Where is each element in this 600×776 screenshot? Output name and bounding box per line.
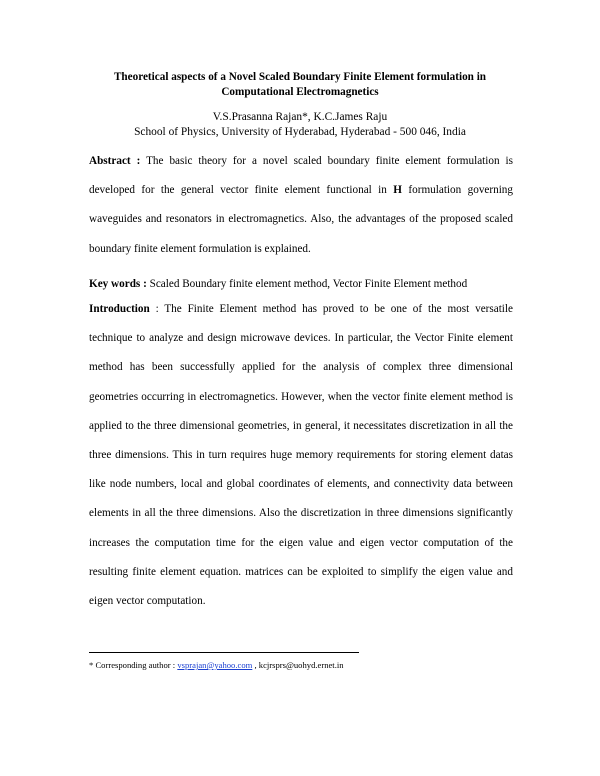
title-line-2: Computational Electromagnetics <box>221 86 379 98</box>
abstract-text-before: The basic theory for a novel scaled boundary finite element formulation is developed for the general vector finite element functional in <box>89 155 513 197</box>
paper-title <box>70 70 530 100</box>
introduction-paragraph <box>89 295 513 616</box>
author-block <box>70 110 530 140</box>
title-line-1: Theoretical aspects of a Novel Scaled Boundary Finite Element formulation in <box>113 71 487 83</box>
author-names: V.S.Prasanna Rajan*, K.C.James Raju <box>212 111 388 123</box>
abstract-paragraph <box>89 147 513 264</box>
author-affiliation: School of Physics, University of Hyderabad, Hyderabad - 500 046, India <box>134 126 466 138</box>
introduction-text: : The Finite Element method has proved to be one of the most versatile technique to analyze and design microwave devices. In particular, the Vector Finite element method has been successfully applied for the analysis of complex three dimensional geometries occurring in electromagnetics. However, when the vector finite element method is applied to the three dimensional geometries, in general, it necessitates discretization in all the three dimensions. This in turn requires huge memory requirements for storing element datas like node numbers, local and global coordinates of elements, and connectivity data between elements in all the three dimensions. Also the discretization in three dimensions significantly increases the computation time for the eigen value and eigen vector computation of the resulting finite element equation. matrices can be exploited to simplify the eigen value and eigen vector computation. <box>89 303 513 608</box>
keywords-label: Key words : <box>89 278 147 290</box>
footnote-marker: * Corresponding author : <box>89 660 176 670</box>
abstract-text-after: formulation governing waveguides and resonators in electromagnetics. Also, the advantages of the proposed scaled boundary finite element formulation is explained. <box>89 184 513 255</box>
footnote-email-link[interactable]: vsprajan@yahoo.com <box>177 660 253 670</box>
footnote-separator: , <box>252 660 259 670</box>
abstract-label: Abstract : <box>89 155 141 167</box>
footnote <box>89 660 519 671</box>
keywords-text: Scaled Boundary finite element method, Vector Finite Element method <box>146 278 468 290</box>
introduction-label: Introduction <box>89 303 150 315</box>
footnote-email-2: kcjrsprs@uohyd.ernet.in <box>258 660 344 670</box>
abstract-bold-symbol: H <box>393 184 402 197</box>
footnote-divider <box>89 652 359 653</box>
